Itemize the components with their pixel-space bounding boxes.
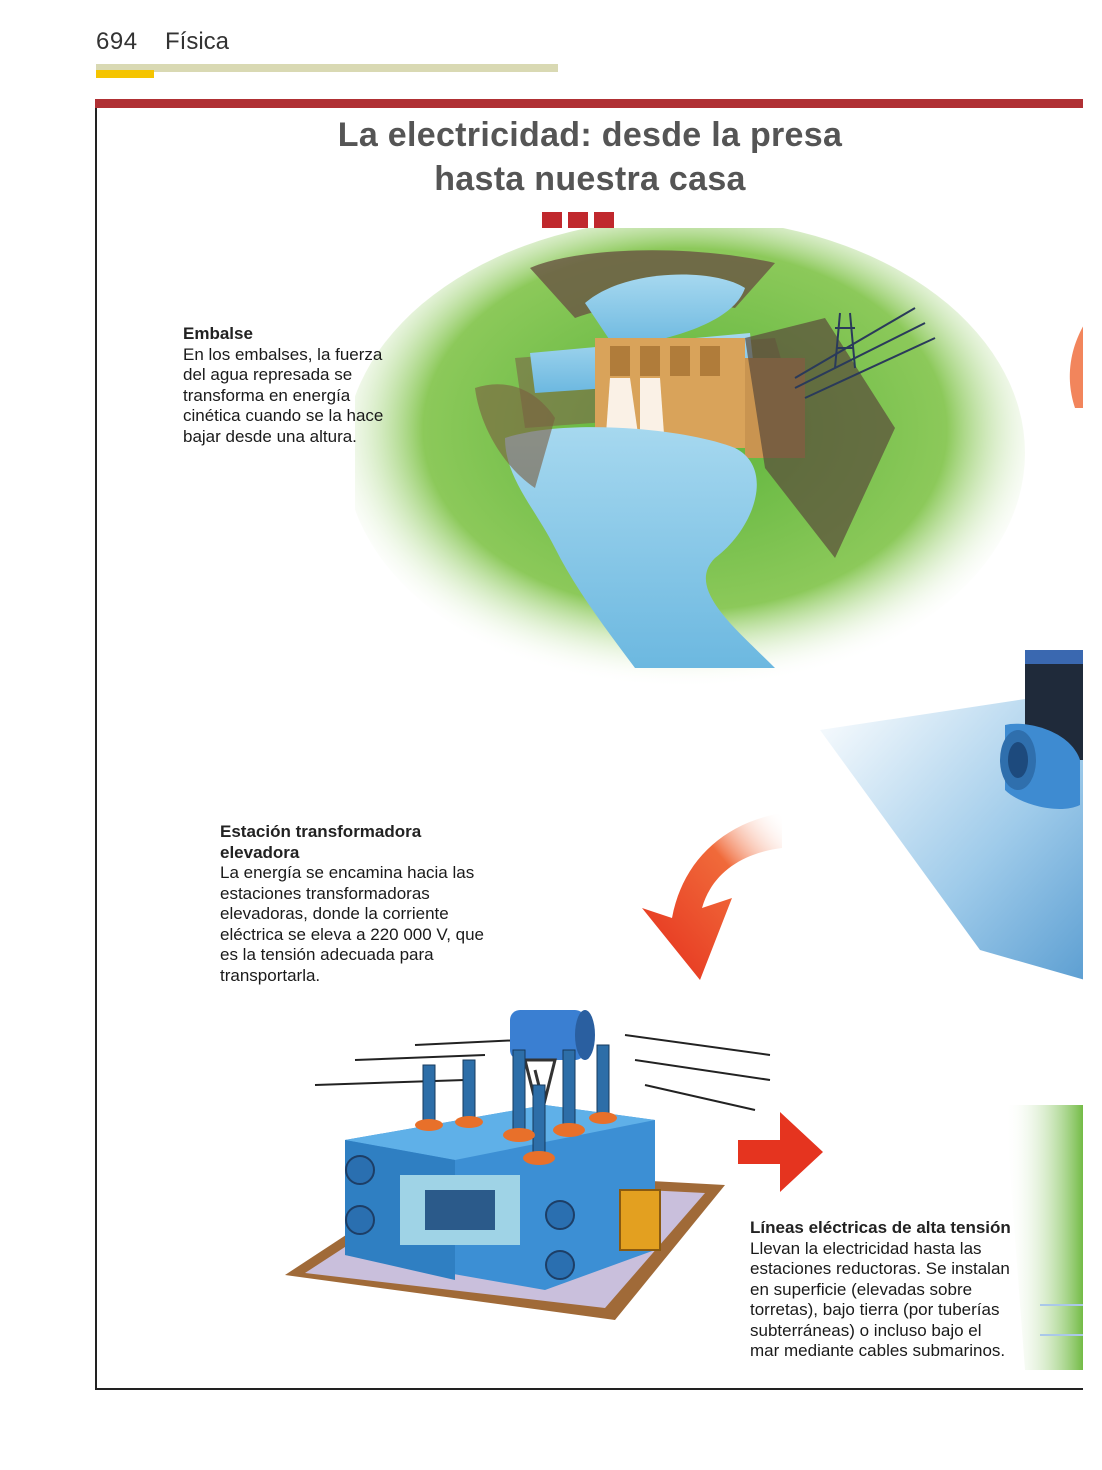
curved-arrow-icon [632,808,782,983]
caption-embalse [183,324,423,447]
caption-lineas-title: Líneas eléctricas de alta tensión [750,1218,1011,1237]
header-rule [96,64,558,72]
transformer-illustration [285,990,775,1390]
page-title-line-2: hasta nuestra casa [434,160,746,198]
section-title: Física [165,28,230,55]
title-decoration [542,212,614,228]
deco-square [542,212,562,228]
header-accent-bar [96,70,154,78]
frame-top-bar [95,99,1085,108]
caption-estacion-body: La energía se encamina hacia las estaciones transformadoras elevadoras, donde la corriente eléctrica se eleva a 220 000 V, que es la tensión adecuada para transportarla. [220,863,485,985]
page-number: 694 [96,28,138,55]
generator-illustration [780,630,1085,980]
page-title-line-1: La electricidad: desde la presa [337,116,843,154]
arrow-edge-icon [1045,318,1085,408]
deco-square [594,212,614,228]
dam-illustration [355,228,1045,688]
caption-embalse-body: En los embalses, la fuerza del agua represada se transforma en energía cinética cuando se la hace bajar desde una altura. [183,344,384,446]
caption-lineas [750,1218,1080,1362]
caption-embalse-title: Embalse [183,324,253,343]
deco-square [568,212,588,228]
caption-lineas-body: Llevan la electricidad hasta las estaciones reductoras. Se instalan en superficie (elevadas sobre torretas), bajo tierra (por tuberías subterráneas) o incluso bajo el mar mediante cables submarinos. [750,1238,1010,1360]
caption-estacion [220,822,520,986]
page-title [95,113,1085,201]
page-edge [1083,0,1102,1470]
caption-estacion-title: Estación transformadora elevadora [220,822,422,862]
